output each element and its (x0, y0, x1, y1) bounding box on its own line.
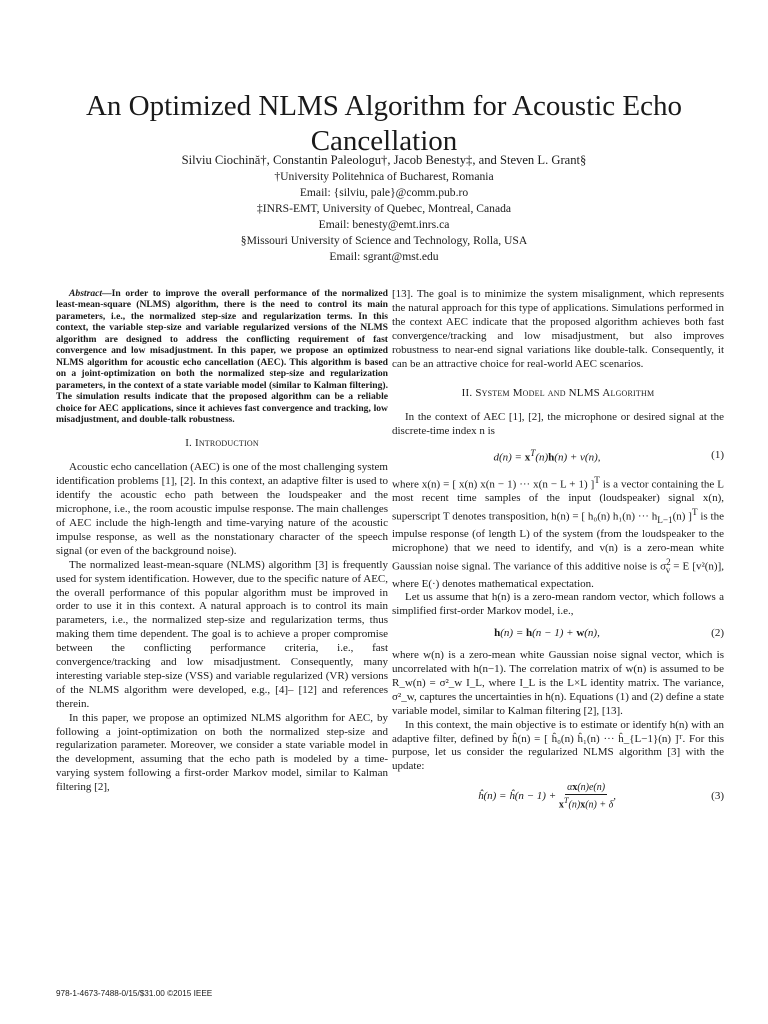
equation-number: (2) (711, 627, 724, 640)
equation-3 (392, 782, 724, 811)
equation-body: h(n) = h(n − 1) + w(n), (494, 627, 600, 640)
author-block (90, 151, 678, 265)
email-line: Email: sgrant@mst.edu (329, 250, 439, 263)
email-line: Email: {silviu, pale}@comm.pub.ro (299, 186, 469, 199)
affiliation-line: ‡INRS-EMT, University of Quebec, Montreal, Canada (256, 202, 512, 215)
equation-body: ĥ(n) = ĥ(n − 1) + $\frac{\alpha x(n)e(n)}{x^T(n)x(n) + \delta}$ , (477, 782, 617, 811)
abstract-label: Abstract— (69, 288, 112, 299)
intro-paragraph: In this paper, we propose an optimized NLMS algorithm for AEC, by following a joint-optimization on both the normalized step-size and regularization parameter. Moreover, we consider a state variable model in the development, assuming that the echo path is modeled by a time-varying system following a first-order Markov model, similar to Kalman filtering [2], (56, 711, 388, 794)
equation-1 (392, 447, 724, 466)
equation-fraction: $\frac{\alpha x(n)e(n)}{x^T(n)x(n) + \delta}$ (558, 782, 614, 811)
abstract-text: In order to improve the overall performance of the normalized least-mean-square (NLMS) algorithm, there is the need to control its main parameters, i.e., the normalized step-size and regularization terms. In this context, the variable step-size and variable regularized versions of the NLMS algorithm are designed to address the conflicting requirement of fast convergence and low misadjustment. In this paper, we propose an optimized NLMS algorithm for acoustic echo cancellation (AEC). This algorithm is based on a joint-optimization on both the normalized step-size and regularization parameters, in the context of a state variable model (similar to Kalman filtering). The simulation results indicate that the proposed algorithm can be a reliable choice for AEC applications, since it achieves fast convergence and tracking, low misadjustment, and double-talk robustness. (56, 288, 388, 425)
right-column (392, 288, 724, 820)
intro-paragraph: Acoustic echo cancellation (AEC) is one of the most challenging system identification problems [1], [2]. In this context, an adaptive filter is used to identify the acoustic echo path between the loudspeaker and the microphone, i.e., the room acoustic impulse response. The main challenges of AEC include the high-length and time-varying nature of the acoustic impulse response, as well as the nonstationary character of the speech signal (or even of the background noise). (56, 461, 388, 557)
intro-paragraph-continued: [13]. The goal is to minimize the system misalignment, which represents the natural approach for this type of applications. Simulations performed in the context AEC indicate that the proposed algorithm achieves both fast convergence/tracking and low misadjustment, but also improves robustness to near-end signal variations like double-talk. Consequently, it can be an attractive choice for real-world AEC scenarios. (392, 288, 724, 370)
affiliation-line: †University Politehnica of Bucharest, Romania (274, 170, 494, 183)
equation-2 (392, 627, 724, 641)
model-paragraph: where x(n) = [ x(n) x(n − 1) ··· x(n − L + 1) ]$^T$ is a vector containing the L most recent time samples of the input (loudspeaker) signal x(n), superscript T denotes transposition, h(n) = [ h₀(n) h₁(n) ··· $h_{L-1}(n)$ ]$^T$ is the impulse response (of length L) of the system (from the loudspeaker to the microphone) that we need to identify, and v(n) is a zero-mean white Gaussian noise signal. The variance of this additive noise is $\sigma^2_v = E$ [v²(n)], where E(·) denotes mathematical expectation. (392, 474, 725, 590)
equation-number: (3) (711, 789, 724, 802)
author-list: Silviu Ciochină†, Constantin Paleologu†, Jacob Benesty‡, and Steven L. Grant§ (181, 153, 587, 167)
section-heading-introduction: I. Introduction (185, 437, 259, 450)
model-paragraph: Let us assume that h(n) is a zero-mean random vector, which follows a simplified first-order Markov model, i.e., (392, 591, 724, 618)
paper-title: An Optimized NLMS Algorithm for Acoustic Echo Cancellation (85, 90, 683, 158)
email-line: Email: benesty@emt.inrs.ca (318, 218, 450, 231)
model-paragraph: where w(n) is a zero-mean white Gaussian noise signal vector, which is uncorrelated with h(n−1). The correlation matrix of w(n) is assumed to be R_w(n) = σ²_w I_L, where I_L is the L×L identity matrix. The variance, σ²_w, captures the uncertainties in h(n). Equations (1) and (2) define a state variable model, similar to Kalman filtering [2], [13]. (392, 649, 724, 717)
section-heading-system-model: II. System Model and NLMS Algorithm (461, 387, 655, 400)
equation-number: (1) (711, 449, 724, 462)
copyright-footer: 978-1-4673-7488-0/15/$31.00 ©2015 IEEE (56, 989, 213, 998)
left-column (56, 288, 388, 795)
model-paragraph: In this context, the main objective is to estimate or identify h(n) with an adaptive filter, defined by ĥ(n) = [ ĥ₀(n) ĥ₁(n) ··· ĥ_{L−1}(n) ]ᵀ. For this purpose, let us consider the regularized NLMS algorithm [3] with the update: (392, 718, 724, 773)
affiliation-line: §Missouri University of Science and Technology, Rolla, USA (240, 234, 528, 247)
model-paragraph: In the context of AEC [1], [2], the microphone or desired signal at the discrete-time index n is (392, 411, 724, 438)
intro-paragraph: The normalized least-mean-square (NLMS) algorithm [3] is frequently used for system identification. However, due to the specific nature of AEC, the overall performance of this popular algorithm must be improved in order to use it in this context. A natural approach is to control its main parameters, i.e., the normalized step-size and regularization terms, thus making them time dependent. The goal is to achieve a proper compromise between the conflicting performance criteria, i.e., fast convergence/tracking and low misadjustment. Consequently, many interesting variable step-size (VSS) and variable regularized (VR) versions of the NLMS algorithm were developed, e.g., [4]– [12] and references therein. (56, 558, 388, 710)
abstract (56, 288, 388, 425)
equation-body: $d(n) = x^T(n)h(n) + v(n)$, (493, 448, 601, 464)
